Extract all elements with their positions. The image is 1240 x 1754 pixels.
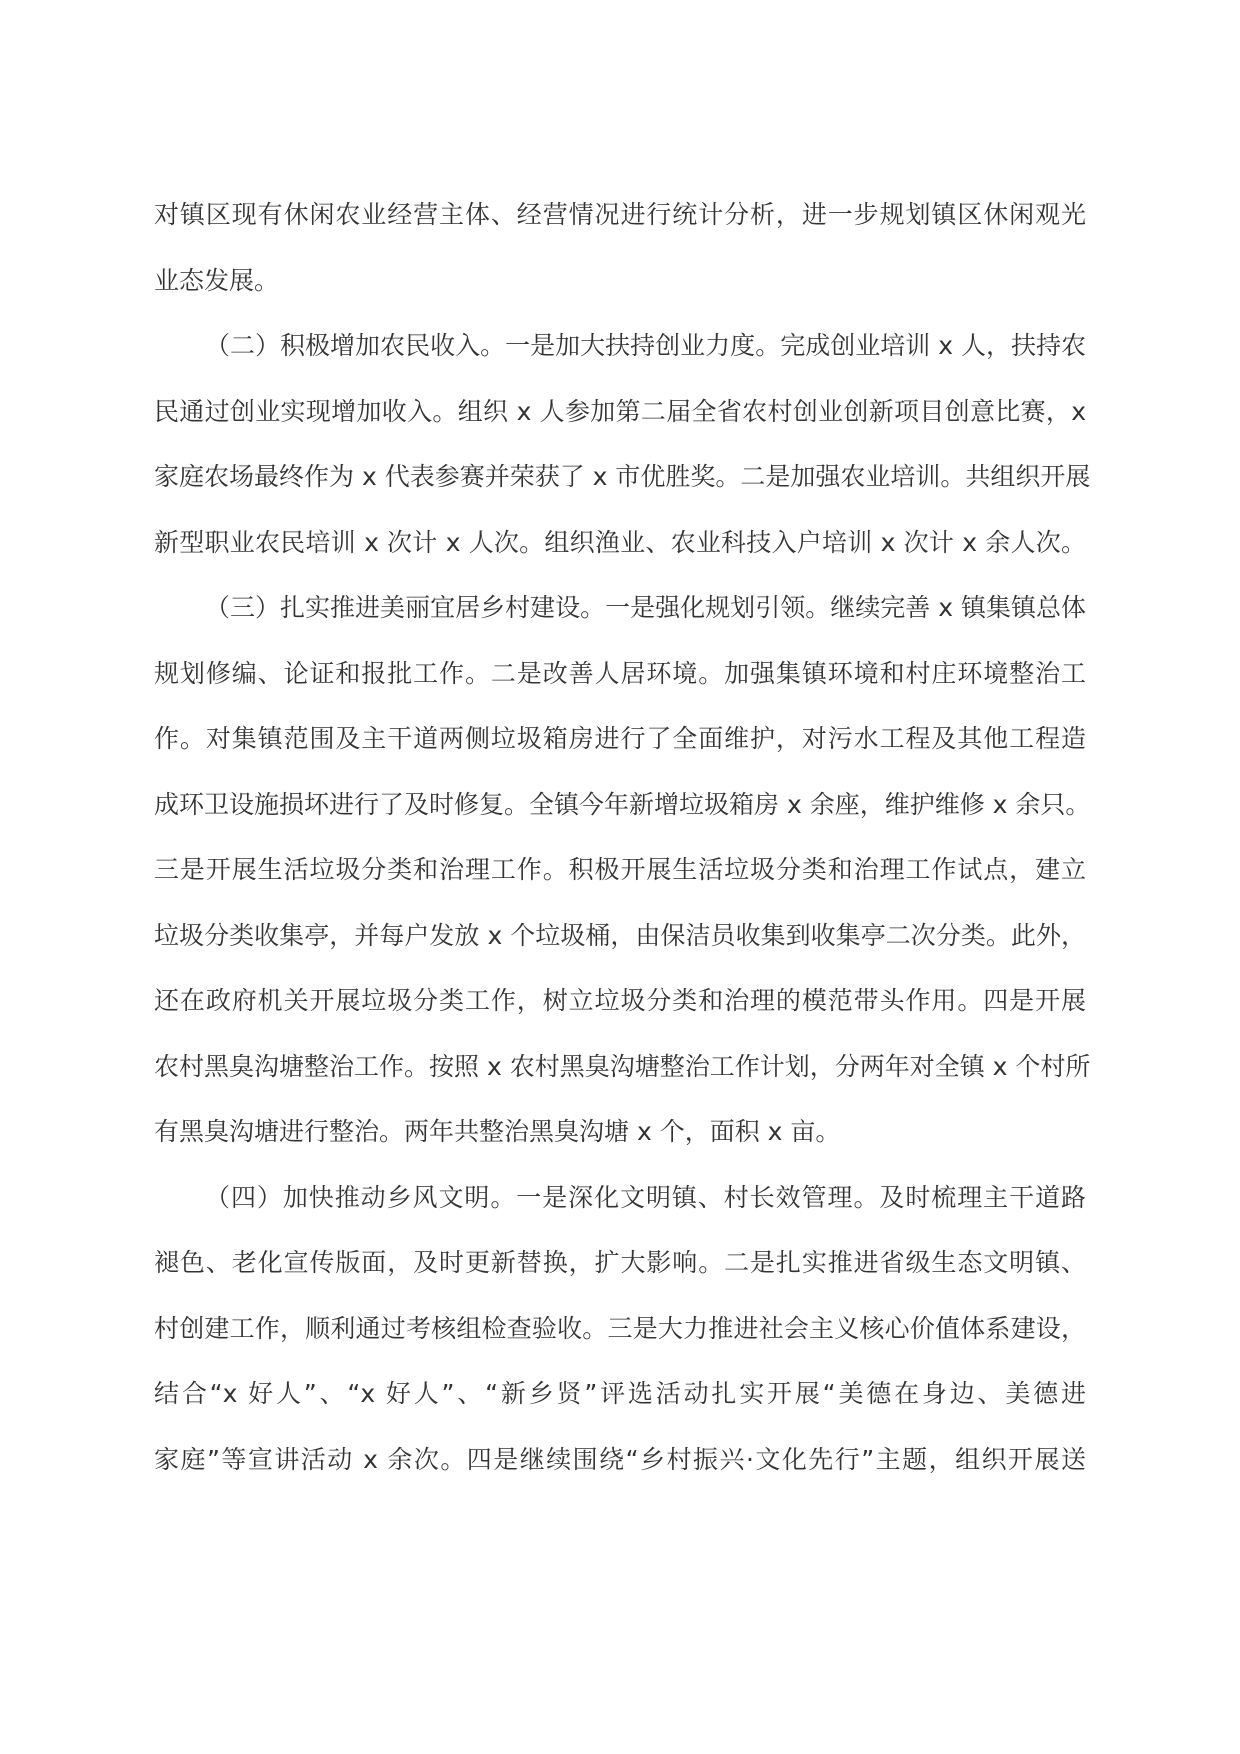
paragraph-line: 对镇区现有休闲农业经营主体、经营情况进行统计分析，进一步规划镇区休闲观光: [154, 200, 1086, 229]
paragraph-line: 规划修编、论证和报批工作。二是改善人居环境。加强集镇环境和村庄环境整治工: [154, 658, 1086, 688]
paragraph-line: （三）扎实推进美丽宜居乡村建设。一是强化规划引领。继续完善 x 镇集镇总体: [205, 593, 1086, 622]
paragraph-line: （四）加快推动乡风文明。一是深化文明镇、村长效管理。及时梳理主干道路: [205, 1182, 1086, 1212]
document-body: [154, 182, 1091, 1492]
paragraph-line: 三是开展生活垃圾分类和治理工作。积极开展生活垃圾分类和治理工作试点，建立: [154, 855, 1086, 884]
paragraph-line: 农村黑臭沟塘整治工作。按照 x 农村黑臭沟塘整治工作计划，分两年对全镇 x 个村所: [154, 1051, 1091, 1081]
paragraph-line: 作。对集镇范围及主干道两侧垃圾箱房进行了全面维护，对污水工程及其他工程造: [154, 724, 1086, 753]
paragraph-line: （二）积极增加农民收入。一是加大扶持创业力度。完成创业培训 x 人，扶持农: [205, 331, 1086, 360]
paragraph-line: 有黑臭沟塘进行整治。两年共整治黑臭沟塘 x 个，面积 x 亩。: [154, 1117, 841, 1146]
paragraph-line: 业态发展。: [154, 265, 280, 295]
paragraph-line: 还在政府机关开展垃圾分类工作，树立垃圾分类和治理的模范带头作用。四是开展: [154, 986, 1086, 1015]
paragraph-line: 家庭”等宣讲活动 x 余次。四是继续围绕“乡村振兴·文化先行”主题，组织开展送: [154, 1444, 1086, 1474]
paragraph-line: 成环卫设施损坏进行了及时修复。全镇今年新增垃圾箱房 x 余座，维护维修 x 余只。: [154, 789, 1091, 819]
paragraph-line: 新型职业农民培训 x 次计 x 人次。组织渔业、农业科技入户培训 x 次计 x 余人次。: [154, 527, 1086, 557]
paragraph-line: 民通过创业实现增加收入。组织 x 人参加第二届全省农村创业创新项目创意比赛，x: [154, 396, 1086, 426]
paragraph-line: 垃圾分类收集亭，并每户发放 x 个垃圾桶，由保洁员收集到收集亭二次分类。此外，: [154, 920, 1086, 950]
paragraph-line: 褪色、老化宣传版面，及时更新替换，扩大影响。二是扎实推进省级生态文明镇、: [154, 1248, 1086, 1277]
paragraph-line: 结合“x 好人”、“x 好人”、“新乡贤”评选活动扎实开展“美德在身边、美德进: [154, 1379, 1086, 1408]
paragraph-line: 家庭农场最终作为 x 代表参赛并荣获了 x 市优胜奖。二是加强农业培训。共组织开展: [154, 462, 1091, 491]
paragraph-line: 村创建工作，顺利通过考核组检查验收。三是大力推进社会主义核心价值体系建设，: [154, 1313, 1086, 1343]
